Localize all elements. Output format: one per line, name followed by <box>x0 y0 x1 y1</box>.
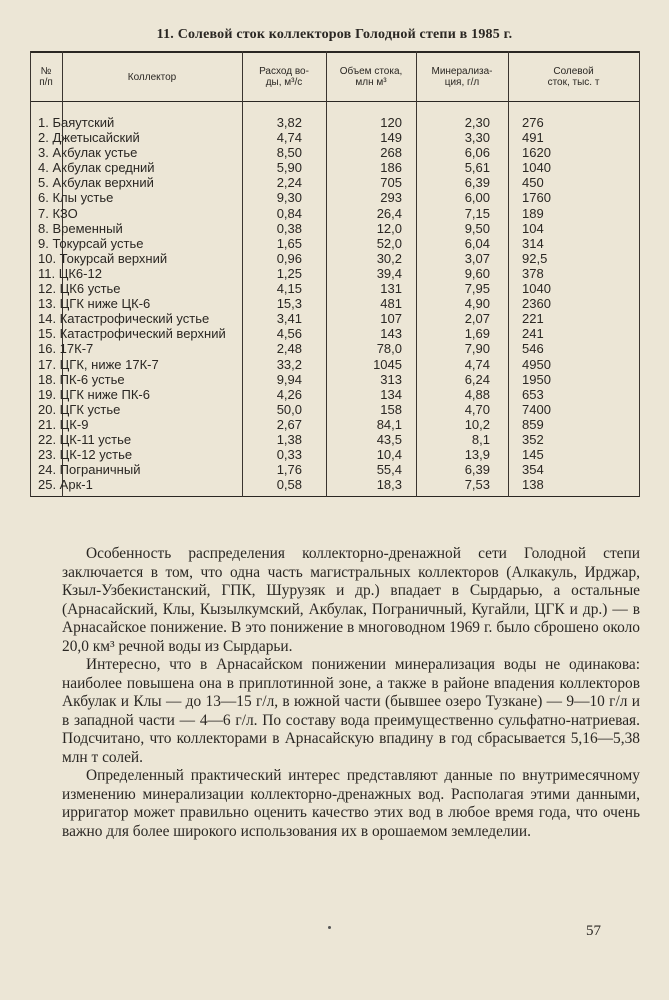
table-row <box>30 206 640 221</box>
table-header-rule <box>30 101 640 102</box>
flow-value: 9,94 <box>276 371 302 387</box>
flow-value: 0,58 <box>276 477 302 493</box>
print-mark <box>328 926 331 929</box>
collector-name: 10. Токурсай верхний <box>38 250 168 266</box>
flow-value: 0,38 <box>276 220 302 236</box>
table-row <box>30 432 640 447</box>
salt-runoff-value: 653 <box>522 386 544 402</box>
volume-value: 52,0 <box>376 235 402 251</box>
flow-value: 1,65 <box>276 235 302 251</box>
mineralization-value: 1,69 <box>464 326 490 342</box>
collector-name: 14. Катастрофический устье <box>38 311 210 327</box>
table-row <box>30 357 640 372</box>
flow-value: 4,56 <box>276 326 302 342</box>
table-row <box>30 477 640 492</box>
volume-value: 10,4 <box>376 447 402 463</box>
volume-value: 158 <box>380 401 402 417</box>
mineralization-value: 4,74 <box>464 356 490 372</box>
mineralization-value: 2,07 <box>464 311 490 327</box>
flow-value: 33,2 <box>276 356 302 372</box>
flow-value: 9,30 <box>276 190 302 206</box>
mineralization-value: 6,39 <box>464 175 490 191</box>
volume-value: 55,4 <box>376 462 402 478</box>
salt-runoff-value: 1040 <box>522 160 551 176</box>
salt-runoff-value: 221 <box>522 311 544 327</box>
mineralization-value: 2,30 <box>464 115 490 130</box>
salt-runoff-value: 450 <box>522 175 544 191</box>
paragraph: Интересно, что в Арнасайском понижении минерализация воды не одинакова: наиболее повышена она в приплотинной зоне, а также в районе впадения коллекторов Акбулак и Клы — до 13—15 г/л, в южной части (бывшее озеро Тузкане) — 9—10 г/л и в западной части — 4—6 г/л. По составу вода преимущественно сульфатно-натриевая. Подсчитано, что коллекторами в Арнасайскую впадину в год сбрасывается 5,16—5,38 млн т солей. <box>62 656 640 766</box>
collector-name: 6. Клы устье <box>38 190 114 206</box>
table-row <box>30 417 640 432</box>
flow-value: 1,25 <box>276 265 302 281</box>
header-volume: Объем стока, млн м³ <box>339 66 403 88</box>
paragraph: Особенность распределения коллекторно-дренажной сети Голодной степи заключается в том, что одна часть магистральных коллекторов (Алкакуль, Ирджар, Кзыл-Узбекистанский, ГПК, Шурузяк и др.) впадает в Сырдарью, а остальные (Арнасайский, Клы, Кызылкумский, Акбулак, Пограничный, Кугайли, ЦГК и др.) — в Арнасайское понижение. В это понижение в многоводном 1969 г. было сброшено около 20,0 км³ речной воды из Сырдарьи. <box>62 545 640 655</box>
salt-runoff-value: 145 <box>522 447 544 463</box>
mineralization-value: 13,9 <box>464 447 490 463</box>
flow-value: 0,96 <box>276 250 302 266</box>
table-top-rule <box>30 51 640 53</box>
volume-value: 43,5 <box>376 431 402 447</box>
mineralization-value: 5,61 <box>464 160 490 176</box>
table-row <box>30 266 640 281</box>
salt-runoff-value: 1620 <box>522 145 551 161</box>
salt-runoff-value: 276 <box>522 115 544 130</box>
header-mineralization: Минерализа- ция, г/л <box>431 66 493 88</box>
table-row <box>30 387 640 402</box>
table-row <box>30 341 640 356</box>
volume-value: 481 <box>380 296 402 312</box>
flow-value: 0,84 <box>276 205 302 221</box>
volume-value: 134 <box>380 386 402 402</box>
header-number: № п/п <box>39 66 53 88</box>
flow-value: 50,0 <box>276 401 302 417</box>
volume-value: 149 <box>380 130 402 146</box>
mineralization-value: 3,30 <box>464 130 490 146</box>
volume-value: 18,3 <box>376 477 402 493</box>
salt-runoff-value: 2360 <box>522 296 551 312</box>
flow-value: 4,74 <box>276 130 302 146</box>
volume-value: 1045 <box>373 356 402 372</box>
table-row <box>30 372 640 387</box>
flow-value: 2,48 <box>276 341 302 357</box>
volume-value: 705 <box>380 175 402 191</box>
flow-value: 8,50 <box>276 145 302 161</box>
flow-value: 5,90 <box>276 160 302 176</box>
table-bottom-rule <box>30 496 640 497</box>
mineralization-value: 8,1 <box>471 431 490 447</box>
volume-value: 186 <box>380 160 402 176</box>
table-row <box>30 190 640 205</box>
mineralization-value: 6,00 <box>464 190 490 206</box>
mineralization-value: 9,50 <box>464 220 490 236</box>
salt-runoff-value: 859 <box>522 416 544 432</box>
mineralization-value: 7,15 <box>464 205 490 221</box>
flow-value: 4,26 <box>276 386 302 402</box>
table-row <box>30 281 640 296</box>
collector-name: 23. ЦК-12 устье <box>38 447 133 463</box>
table-row <box>30 236 640 251</box>
flow-value: 3,82 <box>276 115 302 130</box>
table-row <box>30 221 640 236</box>
collector-name: 8. Временный <box>38 220 123 236</box>
table-row <box>30 402 640 417</box>
flow-value: 4,15 <box>276 281 302 297</box>
salt-runoff-value: 378 <box>522 265 544 281</box>
mineralization-value: 7,90 <box>464 341 490 357</box>
table-body <box>30 115 640 492</box>
mineralization-value: 10,2 <box>464 416 490 432</box>
collector-name: 11. ЦК6-12 <box>38 265 102 281</box>
mineralization-value: 6,24 <box>464 371 490 387</box>
flow-value: 1,76 <box>276 462 302 478</box>
salt-runoff-value: 241 <box>522 326 544 342</box>
table-row <box>30 251 640 266</box>
volume-value: 143 <box>380 326 402 342</box>
mineralization-value: 4,88 <box>464 386 490 402</box>
body-text <box>62 545 640 841</box>
collector-name: 12. ЦК6 устье <box>38 281 121 297</box>
volume-value: 313 <box>380 371 402 387</box>
collector-name: 7. КЗО <box>38 205 78 221</box>
salt-runoff-value: 546 <box>522 341 544 357</box>
volume-value: 84,1 <box>376 416 402 432</box>
table-row <box>30 130 640 145</box>
volume-value: 268 <box>380 145 402 161</box>
salt-runoff-value: 138 <box>522 477 544 493</box>
volume-value: 78,0 <box>376 341 402 357</box>
salt-runoff-value: 104 <box>522 220 544 236</box>
header-salt-runoff: Солевой сток, тыс. т <box>547 66 600 88</box>
collector-name: 13. ЦГК ниже ЦК-6 <box>38 296 151 312</box>
flow-value: 2,24 <box>276 175 302 191</box>
table-row <box>30 115 640 130</box>
collector-name: 16. 17К-7 <box>38 341 94 357</box>
volume-value: 293 <box>380 190 402 206</box>
header-flow: Расход во- ды, м³/с <box>259 66 309 88</box>
mineralization-value: 4,90 <box>464 296 490 312</box>
collector-name: 22. ЦК-11 устье <box>38 431 132 447</box>
volume-value: 39,4 <box>376 265 402 281</box>
table-row <box>30 175 640 190</box>
table-row <box>30 326 640 341</box>
mineralization-value: 9,60 <box>464 265 490 281</box>
flow-value: 2,67 <box>276 416 302 432</box>
salt-runoff-value: 4950 <box>522 356 551 372</box>
collector-name: 15. Катастрофический верхний <box>38 326 226 342</box>
table-row <box>30 462 640 477</box>
mineralization-value: 7,53 <box>464 477 490 493</box>
collector-name: 17. ЦГК, ниже 17К-7 <box>38 356 159 372</box>
collector-name: 9. Токурсай устье <box>38 235 144 251</box>
salt-runoff-value: 491 <box>522 130 544 146</box>
flow-value: 0,33 <box>276 447 302 463</box>
table-row <box>30 311 640 326</box>
volume-value: 131 <box>380 281 402 297</box>
collector-name: 4. Акбулак средний <box>38 160 155 176</box>
mineralization-value: 6,39 <box>464 462 490 478</box>
salt-runoff-value: 1950 <box>522 371 551 387</box>
collector-name: 18. ПК-6 устье <box>38 371 125 387</box>
collector-name: 24. Пограничный <box>38 462 141 478</box>
mineralization-value: 6,04 <box>464 235 490 251</box>
paragraph: Определенный практический интерес представляют данные по внутримесячному изменению минерализации коллекторно-дренажных вод. Располагая этими данными, ирригатор может правильно оценить качество этих вод в любое время года, что очень важно для более широкого использования их в орошаемом земледелии. <box>62 767 640 840</box>
table-row <box>30 296 640 311</box>
salt-runoff-value: 354 <box>522 462 544 478</box>
table-row <box>30 160 640 175</box>
flow-value: 1,38 <box>276 431 302 447</box>
volume-value: 120 <box>380 115 402 130</box>
collector-name: 5. Акбулак верхний <box>38 175 154 191</box>
mineralization-value: 7,95 <box>464 281 490 297</box>
table-title: 11. Солевой сток коллекторов Голодной степи в 1985 г. <box>156 27 513 42</box>
volume-value: 12,0 <box>376 220 402 236</box>
volume-value: 26,4 <box>376 205 402 221</box>
salt-runoff-value: 7400 <box>522 401 551 417</box>
collector-name: 3. Акбулак устье <box>38 145 138 161</box>
volume-value: 30,2 <box>376 250 402 266</box>
collector-name: 25. Арк-1 <box>38 477 93 493</box>
collector-name: 20. ЦГК устье <box>38 401 121 417</box>
volume-value: 107 <box>380 311 402 327</box>
collector-name: 2. Джетысайский <box>38 130 140 146</box>
collector-name: 1. Баяутский <box>38 115 115 130</box>
salt-runoff-table <box>30 51 640 497</box>
table-row <box>30 447 640 462</box>
collector-name: 19. ЦГК ниже ПК-6 <box>38 386 150 402</box>
mineralization-value: 4,70 <box>464 401 490 417</box>
salt-runoff-value: 92,5 <box>522 250 548 266</box>
salt-runoff-value: 314 <box>522 235 544 251</box>
flow-value: 3,41 <box>276 311 302 327</box>
collector-name: 21. ЦК-9 <box>38 416 89 432</box>
header-collector: Коллектор <box>127 71 177 83</box>
salt-runoff-value: 352 <box>522 431 544 447</box>
salt-runoff-value: 1760 <box>522 190 551 206</box>
table-row <box>30 145 640 160</box>
mineralization-value: 6,06 <box>464 145 490 161</box>
salt-runoff-value: 189 <box>522 205 544 221</box>
flow-value: 15,3 <box>276 296 302 312</box>
mineralization-value: 3,07 <box>464 250 490 266</box>
salt-runoff-value: 1040 <box>522 281 551 297</box>
page-number: 57 <box>586 923 601 939</box>
